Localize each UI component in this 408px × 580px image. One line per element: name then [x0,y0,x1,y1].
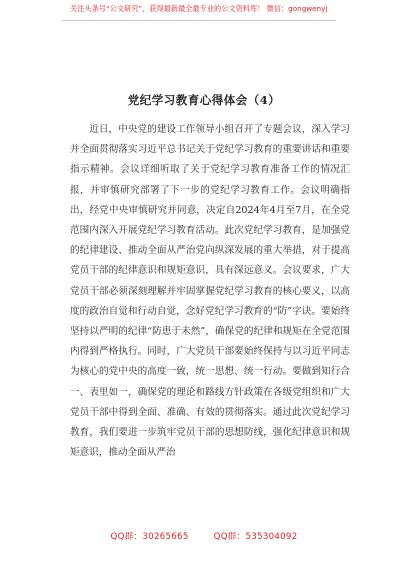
header-divider [62,20,336,21]
footer-qq-group-1: QQ群：30265665 [110,532,189,542]
footer-qq-group-2: QQ群：535304092 [213,532,298,542]
document-title: 党纪学习教育心得体会（4） [127,93,281,107]
page-footer [0,530,408,542]
header-notice: 关注头条号“公文研究”，获得最新最全最专业的公文资料库！ 微信：gongwenyj [70,4,328,13]
document-body-paragraph: 近日，中央党的建设工作领导小组召开了专题会议，深入学习并全面贯彻落实习近平总书记关于党纪学习教育的重要讲话和重要指示精神。会议详细听取了关于党纪学习教育准备工作的情况汇报，并审慎研究部署了下一步的党纪学习教育工作。会议明确指出，经党中央审慎研究并同意，决定自2024年4月至7月，在全党范围内深入开展党纪学习教育活动。此次党纪学习教育，是加强党的纪律建设、推动全面从严治党向纵深发展的重大举措，对于提高党员干部的纪律意识和规矩意识，具有深远意义。会议要求，广大党员干部必须深刻理解并牢固掌握党纪学习教育的核心要义，以高度的政治自觉和行动自觉，念好党纪学习教育的“防”字诀。要始终坚持以严明的纪律“防患于未然”，确保党的纪律和规矩在全党范围内得到严格执行。同时，广大党员干部要始终保持与以习近平同志为核心的党中央的高度一致，统一思想、统一行动。要做到知行合一、表里如一，确保党的理论和路线方针政策在各级党组织和广大党员干部中得到全面、准确、有效的贯彻落实。通过此次党纪学习教育，我们要进一步筑牢党员干部的思想防线，强化纪律意识和规矩意识，推动全面从严治 [70,124,350,459]
